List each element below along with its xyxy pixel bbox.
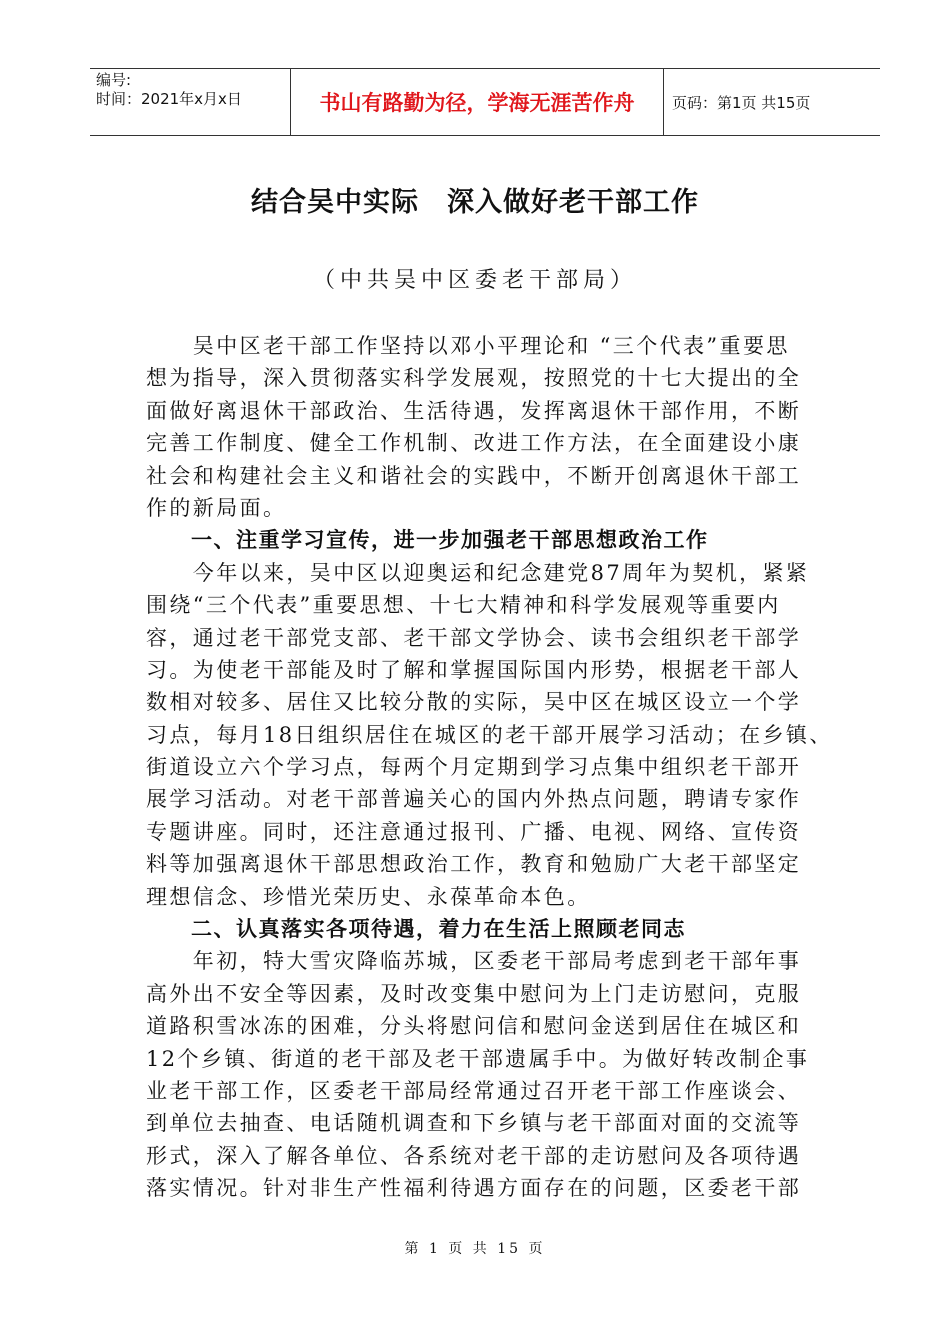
body-line: 形式，深入了解各单位、各系统对老干部的走访慰问及各项待遇 <box>146 1143 802 1168</box>
body-line: 展学习活动。对老干部普遍关心的国内外热点问题，聘请专家作 <box>146 787 802 812</box>
page-footer: 第 1 页 共 15 页 <box>404 1241 546 1257</box>
body-line: 业老干部工作，区委老干部局经常通过召开老干部工作座谈会、 <box>146 1078 802 1103</box>
body-line: 高外出不安全等因素，及时改变集中慰问为上门走访慰问，克服 <box>146 981 802 1006</box>
body-line: 街道设立六个学习点，每两个月定期到学习点集中组织老干部开 <box>146 755 802 780</box>
body-line: 容，通过老干部党支部、老干部文学协会、读书会组织老干部学 <box>146 625 802 650</box>
body-line: 习点，每月18日组织居住在城区的老干部开展学习活动；在乡镇、 <box>146 722 833 747</box>
body-line: 到单位去抽查、电话随机调查和下乡镇与老干部面对面的交流等 <box>146 1111 802 1136</box>
body-line: 完善工作制度、健全工作机制、改进工作方法，在全面建设小康 <box>146 431 802 456</box>
body-line: 今年以来，吴中区以迎奥运和纪念建党87周年为契机，紧紧 <box>146 560 810 585</box>
body-line: 专题讲座。同时，还注意通过报刊、广播、电视、网络、宣传资 <box>146 819 802 844</box>
document-subtitle: （中共吴中区委老干部局） <box>312 268 637 293</box>
body-line: 年初，特大雪灾降临苏城，区委老干部局考虑到老干部年事 <box>146 949 802 974</box>
section-heading-2: 二、认真落实各项待遇，着力在生活上照顾老同志 <box>146 917 686 942</box>
document-title: 结合吴中实际 深入做好老干部工作 <box>251 187 699 218</box>
number-label: 编号: <box>96 71 132 89</box>
header-page-info: 页码：第1页 共15页 <box>672 93 811 112</box>
body-line: 料等加强离退休干部思想政治工作，教育和勉励广大老干部坚定 <box>146 852 802 877</box>
body-line: 数相对较多、居住又比较分散的实际，吴中区在城区设立一个学 <box>146 690 802 715</box>
body-line: 想为指导，深入贯彻落实科学发展观，按照党的十七大提出的全 <box>146 366 802 391</box>
time-label: 时间：2021年x月x日 <box>96 90 242 108</box>
page-header <box>90 68 880 136</box>
body-line: 落实情况。针对非生产性福利待遇方面存在的问题，区委老干部 <box>146 1176 802 1201</box>
body-line: 吴中区老干部工作坚持以邓小平理论和 “三个代表”重要思 <box>146 334 790 358</box>
body-line: 面做好离退休干部政治、生活待遇，发挥离退休干部作用，不断 <box>146 398 802 423</box>
body-line: 道路积雪冰冻的困难，分头将慰问信和慰问金送到居住在城区和 <box>146 1014 802 1039</box>
body-line: 围绕“三个代表”重要思想、十七大精神和科学发展观等重要内 <box>146 593 781 618</box>
header-meta <box>90 69 290 135</box>
document-body <box>146 330 836 1205</box>
body-line: 理想信念、珍惜光荣历史、永葆革命本色。 <box>146 884 591 909</box>
section-heading-1: 一、注重学习宣传，进一步加强老干部思想政治工作 <box>146 528 709 553</box>
body-line: 作的新局面。 <box>146 495 287 520</box>
body-line: 社会和构建社会主义和谐社会的实践中，不断开创离退休干部工 <box>146 463 802 488</box>
body-line: 习。为使老干部能及时了解和掌握国际国内形势，根据老干部人 <box>146 657 802 682</box>
body-line: 12个乡镇、街道的老干部及老干部遗属手中。为做好转改制企事 <box>146 1046 810 1071</box>
header-motto: 书山有路勤为径，学海无涯苦作舟 <box>290 69 664 135</box>
